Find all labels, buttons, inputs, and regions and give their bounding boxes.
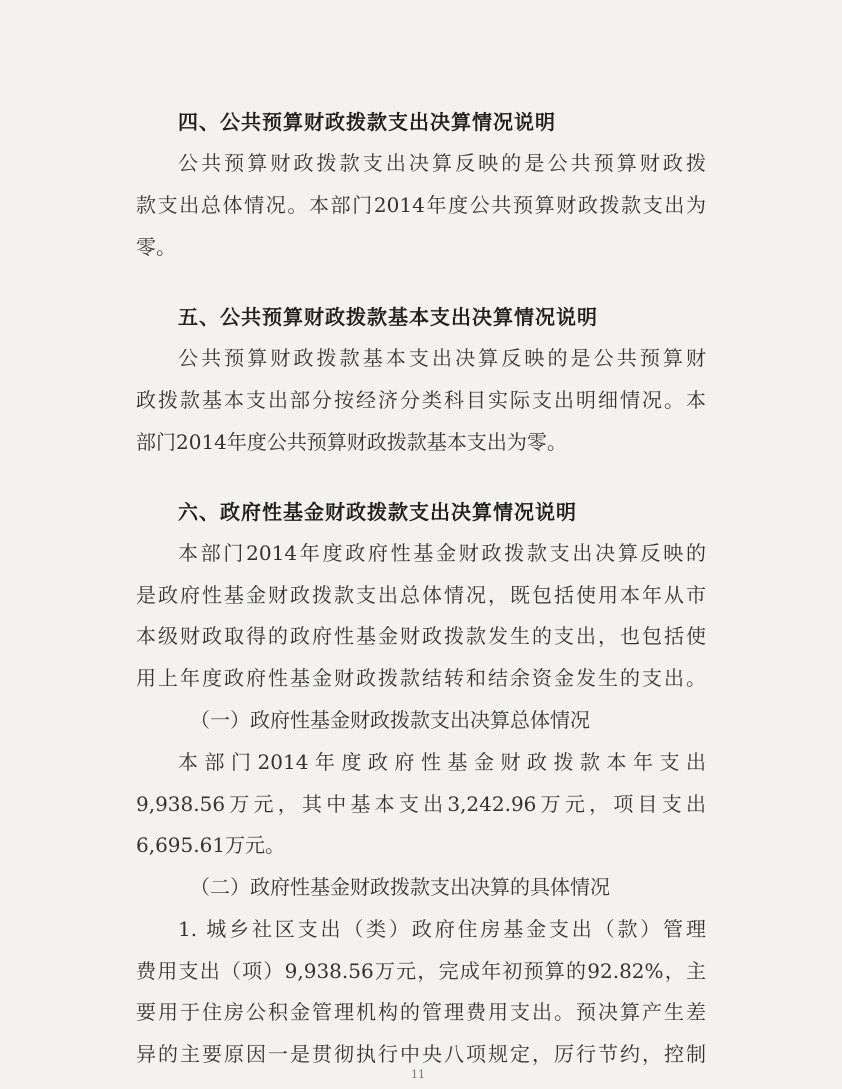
- page-number: 11: [411, 1068, 425, 1081]
- section-6-heading: 六、政府性基金财政拨款支出决算情况说明: [178, 500, 577, 524]
- section-4-heading: 四、公共预算财政拨款支出决算情况说明: [178, 110, 556, 134]
- section-6-intro-line-1: 本部门2014年度政府性基金财政拨款支出决算反映的: [178, 541, 706, 565]
- section-5-line-2: 政拨款基本支出部分按经济分类科目实际支出明细情况。本: [136, 388, 706, 412]
- subsection-1-title: （一）政府性基金财政拨款支出决算总体情况: [190, 708, 590, 732]
- section-4-line-1: 公共预算财政拨款支出决算反映的是公共预算财政拨: [178, 151, 706, 175]
- subsection-2-line-3: 要用于住房公积金管理机构的管理费用支出。预决算产生差: [136, 1000, 706, 1024]
- section-5-line-1: 公共预算财政拨款基本支出决算反映的是公共预算财: [178, 346, 706, 370]
- section-5-line-3: 部门2014年度公共预算财政拨款基本支出为零。: [136, 430, 567, 454]
- section-4-line-2: 款支出总体情况。本部门2014年度公共预算财政拨款支出为: [136, 193, 706, 217]
- subsection-1-line-2: 9,938.56万元，其中基本支出3,242.96万元，项目支出: [136, 792, 706, 816]
- section-6-intro-line-4: 用上年度政府性基金财政拨款结转和结余资金发生的支出。: [136, 666, 706, 690]
- subsection-1-line-1: 本部门2014年度政府性基金财政拨款本年支出: [178, 750, 706, 774]
- subsection-2-line-4: 异的主要原因一是贯彻执行中央八项规定，厉行节约，控制: [136, 1042, 706, 1066]
- section-6-intro-line-3: 本级财政取得的政府性基金财政拨款发生的支出，也包括使: [136, 624, 706, 648]
- subsection-2-title: （二）政府性基金财政拨款支出决算的具体情况: [190, 875, 610, 899]
- subsection-2-line-2: 费用支出（项）9,938.56万元，完成年初预算的92.82%，主: [136, 959, 706, 983]
- section-6-intro-line-2: 是政府性基金财政拨款支出总体情况，既包括使用本年从市: [136, 583, 706, 607]
- subsection-2-line-1: 1. 城乡社区支出（类）政府住房基金支出（款）管理: [178, 917, 706, 941]
- section-4-line-3: 零。: [136, 235, 176, 259]
- subsection-1-line-3: 6,695.61万元。: [136, 833, 286, 857]
- section-5-heading: 五、公共预算财政拨款基本支出决算情况说明: [178, 305, 598, 329]
